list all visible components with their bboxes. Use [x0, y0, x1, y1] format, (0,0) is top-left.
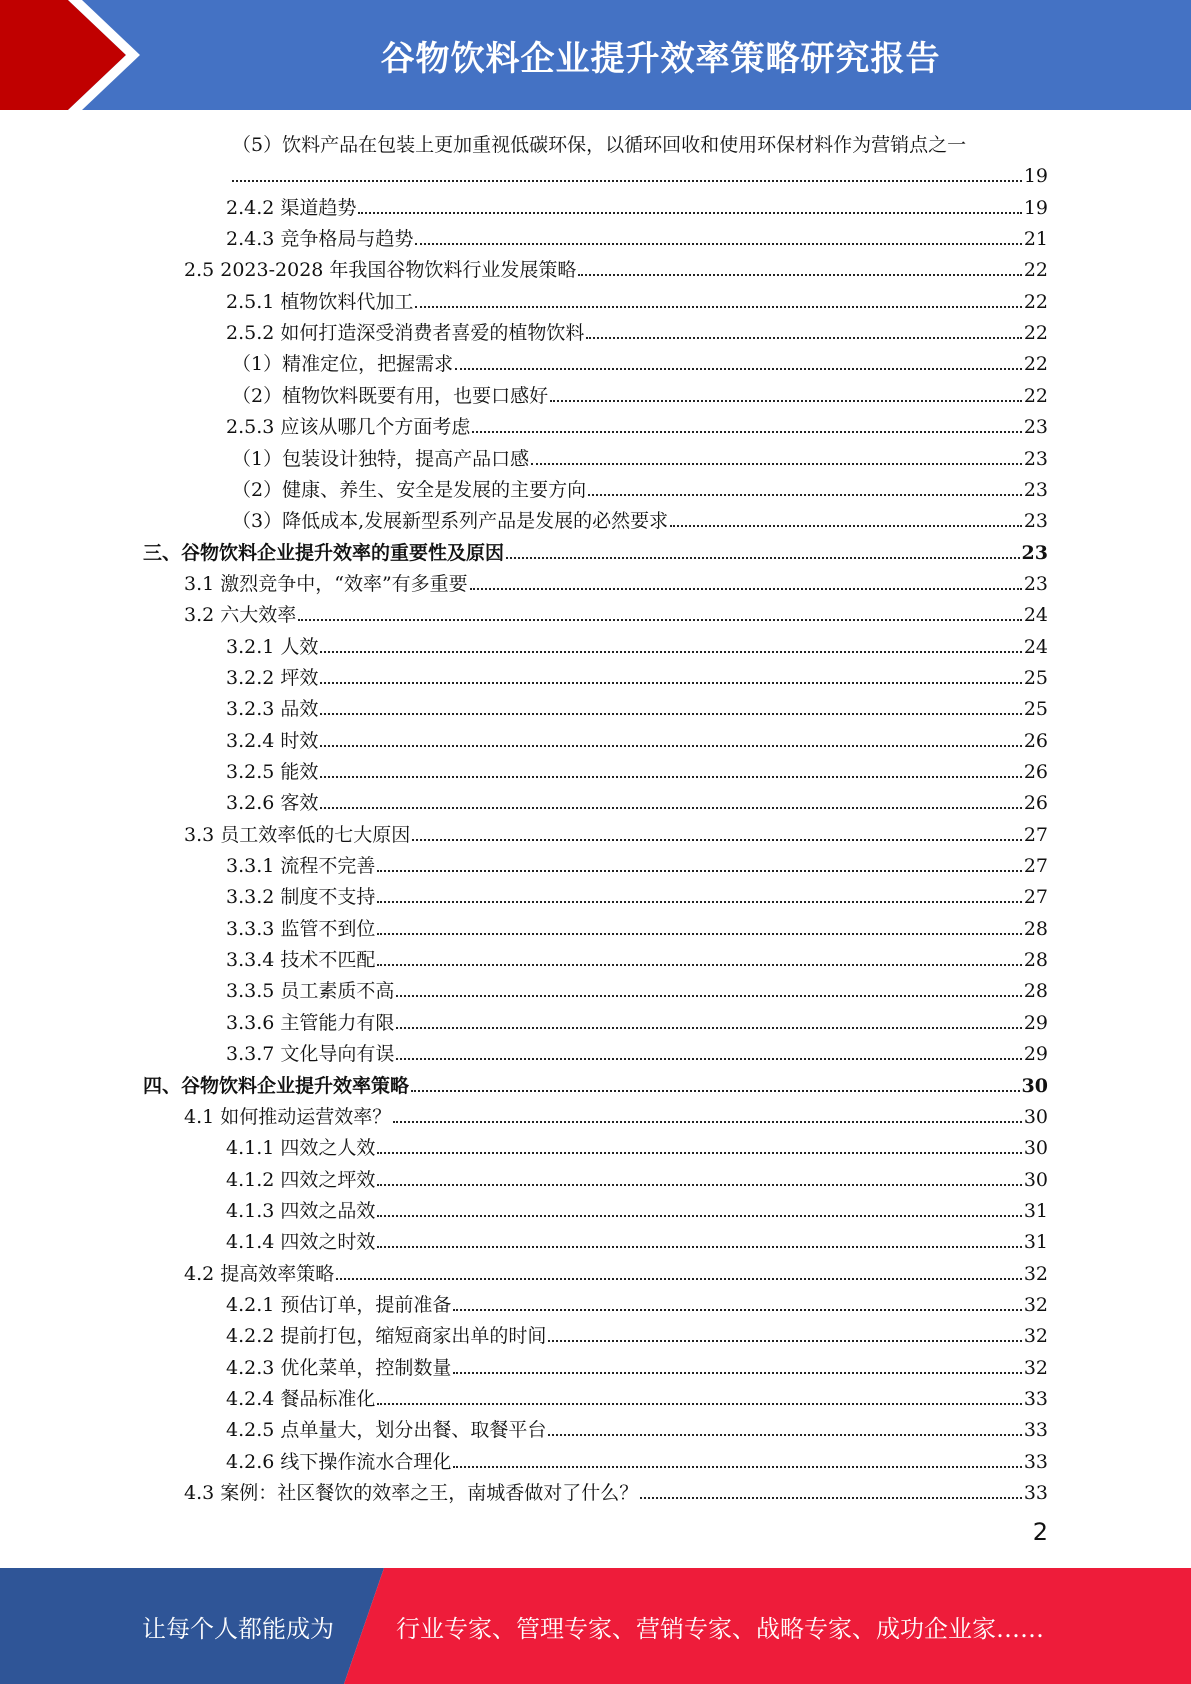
toc-entry-label: 3.1 激烈竞争中，“效率”有多重要 — [184, 572, 468, 595]
toc-entry[interactable] — [184, 596, 1048, 627]
toc-entry[interactable] — [226, 784, 1048, 815]
toc-page-number: 28 — [1023, 980, 1048, 1003]
toc-entry[interactable] — [226, 1286, 1048, 1317]
toc-page-number: 27 — [1023, 886, 1048, 909]
toc-leader-dots — [336, 1278, 1022, 1280]
toc-entry-label: 3.3 员工效率低的七大原因 — [184, 823, 411, 846]
toc-leader-dots — [470, 588, 1022, 590]
toc-leader-dots — [377, 1152, 1021, 1154]
toc-leader-dots — [588, 494, 1022, 496]
toc-entry[interactable] — [226, 408, 1048, 439]
toc-entry-label: 3.3.6 主管能力有限 — [226, 1011, 395, 1034]
toc-entry[interactable] — [226, 690, 1048, 721]
toc-entry-label: 4.2.1 预估订单，提前准备 — [226, 1293, 452, 1316]
toc-page-number: 29 — [1023, 1043, 1048, 1066]
toc-page-number: 30 — [1023, 1105, 1048, 1128]
toc-page-number: 23 — [1023, 572, 1048, 595]
toc-entry-label: （1）包装设计独特，提高产品口感 — [232, 447, 530, 470]
toc-entry-label: 3.2.6 客效 — [226, 792, 319, 815]
toc-entry[interactable] — [184, 816, 1048, 847]
toc-entry[interactable] — [226, 1411, 1048, 1442]
toc-leader-dots — [320, 651, 1021, 653]
toc-page-number: 23 — [1021, 541, 1048, 564]
toc-entry[interactable] — [226, 1035, 1048, 1066]
toc-page-number: 32 — [1023, 1262, 1048, 1285]
toc-page-number: 32 — [1023, 1293, 1048, 1316]
toc-page-number: 27 — [1023, 855, 1048, 878]
toc-page-number: 22 — [1023, 384, 1048, 407]
toc-entry[interactable] — [232, 345, 1048, 376]
toc-leader-dots — [298, 619, 1022, 621]
toc-page-number: 22 — [1023, 322, 1048, 345]
toc-entry[interactable] — [184, 251, 1048, 282]
toc-leader-dots — [412, 839, 1022, 841]
toc-leader-dots — [550, 400, 1022, 402]
toc-entry[interactable] — [226, 189, 1048, 220]
toc-page-number: 28 — [1023, 917, 1048, 940]
toc-entry[interactable] — [232, 502, 1048, 533]
toc-entry[interactable] — [226, 1380, 1048, 1411]
toc-entry-label: 3.2.2 坪效 — [226, 666, 319, 689]
toc-leader-dots — [453, 1309, 1021, 1311]
toc-leader-dots — [320, 776, 1021, 778]
toc-entry-label: 3.2 六大效率 — [184, 604, 297, 627]
toc-entry[interactable] — [226, 878, 1048, 909]
toc-page-number: 30 — [1023, 1137, 1048, 1160]
toc-entry[interactable] — [143, 534, 1048, 565]
toc-entry[interactable] — [226, 753, 1048, 784]
toc-page-number: 25 — [1023, 698, 1048, 721]
toc-entry-label: 2.4.2 渠道趋势 — [226, 196, 357, 219]
toc-entry[interactable] — [226, 283, 1048, 314]
toc-entry-label: 2.4.3 竞争格局与趋势 — [226, 228, 414, 251]
footer-slogan-left: 让每个人都能成为 — [142, 1614, 334, 1643]
toc-entry-label: （3）降低成本,发展新型系列产品是发展的必然要求 — [232, 510, 669, 533]
toc-leader-dots — [377, 933, 1021, 935]
toc-page-number: 32 — [1023, 1356, 1048, 1379]
toc-page-number: 24 — [1023, 604, 1048, 627]
toc-entry-label: 4.1 如何推动运营效率？ — [184, 1105, 392, 1128]
toc-leader-dots — [548, 1434, 1021, 1436]
toc-leader-dots — [548, 1340, 1021, 1342]
toc-entry[interactable] — [232, 377, 1048, 408]
toc-entry[interactable] — [226, 1443, 1048, 1474]
toc-page-number: 27 — [1023, 823, 1048, 846]
toc-entry[interactable] — [226, 314, 1048, 345]
toc-entry-label: 2.5.2 如何打造深受消费者喜爱的植物饮料 — [226, 322, 585, 345]
toc-page-number: 33 — [1023, 1388, 1048, 1410]
toc-leader-dots — [377, 870, 1021, 872]
toc-page-number: 25 — [1023, 666, 1048, 689]
toc-entry[interactable] — [184, 1474, 1048, 1505]
toc-entry-label: 4.1.4 四效之时效 — [226, 1231, 376, 1254]
toc-entry[interactable] — [226, 722, 1048, 753]
toc-page-number: 26 — [1023, 792, 1048, 815]
toc-leader-dots — [396, 995, 1021, 997]
toc-leader-dots — [377, 1403, 1021, 1405]
toc-entry-wrapped-line2[interactable] — [232, 157, 1048, 188]
toc-leader-dots — [377, 1215, 1021, 1217]
toc-entry-label: 4.2 提高效率策略 — [184, 1262, 335, 1285]
toc-page-number: 31 — [1023, 1199, 1048, 1222]
toc-entry[interactable] — [232, 471, 1048, 502]
toc-leader-dots — [320, 682, 1021, 684]
toc-page-number: 28 — [1023, 949, 1048, 972]
toc-leader-dots — [453, 1466, 1021, 1468]
toc-entry[interactable] — [226, 1192, 1048, 1223]
toc-leader-dots — [320, 745, 1021, 747]
toc-page-number: 33 — [1023, 1419, 1048, 1442]
toc-entry-label: 4.1.3 四效之品效 — [226, 1199, 376, 1222]
toc-entry-label: 4.2.2 提前打包，缩短商家出单的时间 — [226, 1325, 547, 1348]
toc-page-number: 30 — [1021, 1074, 1048, 1097]
toc-entry[interactable] — [226, 1004, 1048, 1035]
toc-leader-dots — [670, 525, 1022, 527]
toc-leader-dots — [232, 180, 1022, 182]
toc-leader-dots — [358, 212, 1021, 214]
header-bar — [0, 0, 1191, 110]
toc-leader-dots — [455, 368, 1022, 370]
toc-entry[interactable] — [226, 628, 1048, 659]
toc-leader-dots — [396, 1058, 1021, 1060]
toc-entry-label: 3.2.1 人效 — [226, 635, 319, 658]
toc-entry[interactable] — [226, 1223, 1048, 1254]
toc-leader-dots — [377, 901, 1021, 903]
toc-entry-label: 3.3.7 文化导向有误 — [226, 1043, 395, 1066]
toc-entry[interactable] — [226, 1161, 1048, 1192]
toc-entry-label: 3.2.4 时效 — [226, 729, 319, 752]
toc-entry-label: 3.3.3 监管不到位 — [226, 917, 376, 940]
toc-page-number: 19 — [1023, 196, 1048, 219]
footer-slogan-right: 行业专家、管理专家、营销专家、战略专家、成功企业家…… — [396, 1614, 1044, 1643]
toc-entry-label: （2）植物饮料既要有用，也要口感好 — [232, 384, 549, 407]
toc-entry-label: 3.2.3 品效 — [226, 698, 319, 721]
toc-leader-dots — [377, 1246, 1021, 1248]
toc-entry[interactable] — [226, 847, 1048, 878]
toc-entry-label: 4.2.4 餐品标准化 — [226, 1388, 376, 1410]
toc-entry-label: 四、谷物饮料企业提升效率策略 — [143, 1074, 410, 1097]
toc-page-number: 30 — [1023, 1168, 1048, 1191]
toc-page-number: 21 — [1023, 228, 1048, 251]
toc-page-number: 22 — [1023, 259, 1048, 282]
toc-page-number: 33 — [1023, 1482, 1048, 1505]
toc-entry-label: 4.2.3 优化菜单，控制数量 — [226, 1356, 452, 1379]
toc-entry-wrapped-line1[interactable]: （5）饮料产品在包装上更加重视低碳环保，以循环回收和使用环保材料作为营销点之一 — [232, 134, 967, 156]
toc-leader-dots — [415, 306, 1021, 308]
toc-entry-label: 3.3.2 制度不支持 — [226, 886, 376, 909]
toc-leader-dots — [531, 463, 1022, 465]
toc-entry[interactable] — [184, 1098, 1048, 1129]
toc-entry[interactable] — [226, 1129, 1048, 1160]
toc-entry-label: 4.2.6 线下操作流水合理化 — [226, 1450, 452, 1473]
toc-entry-label: 3.3.5 员工素质不高 — [226, 980, 395, 1003]
toc-entry-label: 3.3.4 技术不匹配 — [226, 949, 376, 972]
toc-entry[interactable] — [226, 1349, 1048, 1380]
toc-leader-dots — [320, 713, 1021, 715]
footer-banner — [0, 1568, 1191, 1684]
toc-page-number: 33 — [1023, 1450, 1048, 1473]
toc-page-number: 22 — [1023, 353, 1048, 376]
toc-page-number: 26 — [1023, 729, 1048, 752]
toc-entry[interactable] — [226, 659, 1048, 690]
toc-page-number: 32 — [1023, 1325, 1048, 1348]
toc-entry[interactable] — [184, 565, 1048, 596]
toc-leader-dots — [377, 1184, 1021, 1186]
toc-page-number: 29 — [1023, 1011, 1048, 1034]
toc-page-number: 23 — [1023, 447, 1048, 470]
toc-entry[interactable] — [143, 1067, 1048, 1098]
toc-leader-dots — [586, 337, 1021, 339]
toc-entry-label: 4.2.5 点单量大，划分出餐、取餐平台 — [226, 1419, 547, 1442]
toc-entry[interactable] — [226, 1317, 1048, 1348]
toc-page-number: 23 — [1023, 416, 1048, 439]
toc-page-number: 22 — [1023, 290, 1048, 313]
toc-entry-label: 2.5.3 应该从哪几个方面考虑 — [226, 416, 471, 439]
toc-entry-label: 2.5.1 植物饮料代加工 — [226, 290, 414, 313]
toc-leader-dots — [506, 557, 1020, 559]
toc-entry-label: 2.5 2023-2028 年我国谷物饮料行业发展策略 — [184, 259, 577, 282]
toc-page-number: 23 — [1023, 510, 1048, 533]
toc-entry-label: 三、谷物饮料企业提升效率的重要性及原因 — [143, 541, 505, 564]
toc-page-number: 23 — [1023, 478, 1048, 501]
toc-leader-dots — [377, 964, 1021, 966]
toc-leader-dots — [472, 431, 1021, 433]
toc-leader-dots — [578, 274, 1021, 276]
toc-leader-dots — [640, 1497, 1022, 1499]
toc-page-number: 26 — [1023, 761, 1048, 783]
toc-entry-label: （2）健康、养生、安全是发展的主要方向 — [232, 478, 587, 501]
toc-entry-label: 3.3.1 流程不完善 — [226, 855, 376, 878]
toc-page-number: 19 — [1023, 165, 1048, 188]
toc-entry[interactable] — [184, 1255, 1048, 1286]
toc-entry[interactable] — [232, 440, 1048, 471]
toc-entry[interactable] — [226, 220, 1048, 251]
toc-entry[interactable] — [226, 941, 1048, 972]
toc-page-number: 24 — [1023, 635, 1048, 658]
toc-entry-label: 4.3 案例：社区餐饮的效率之王，南城香做对了什么？ — [184, 1482, 639, 1505]
toc-entry-label: 3.2.5 能效 — [226, 761, 319, 783]
toc-page-number: 31 — [1023, 1231, 1048, 1254]
page-number: 2 — [1032, 1518, 1048, 1546]
toc-leader-dots — [393, 1121, 1022, 1123]
toc-leader-dots — [396, 1027, 1021, 1029]
toc-entry-label: 4.1.2 四效之坪效 — [226, 1168, 376, 1191]
toc-leader-dots — [411, 1090, 1020, 1092]
toc-entry[interactable] — [226, 910, 1048, 941]
toc-leader-dots — [415, 243, 1021, 245]
toc-leader-dots — [320, 807, 1021, 809]
toc-entry-label: （1）精准定位，把握需求 — [232, 353, 454, 376]
document-title: 谷物饮料企业提升效率策略研究报告 — [380, 38, 941, 79]
toc-entry[interactable] — [226, 972, 1048, 1003]
toc-leader-dots — [453, 1372, 1021, 1374]
toc-entry-label: 4.1.1 四效之人效 — [226, 1137, 376, 1160]
